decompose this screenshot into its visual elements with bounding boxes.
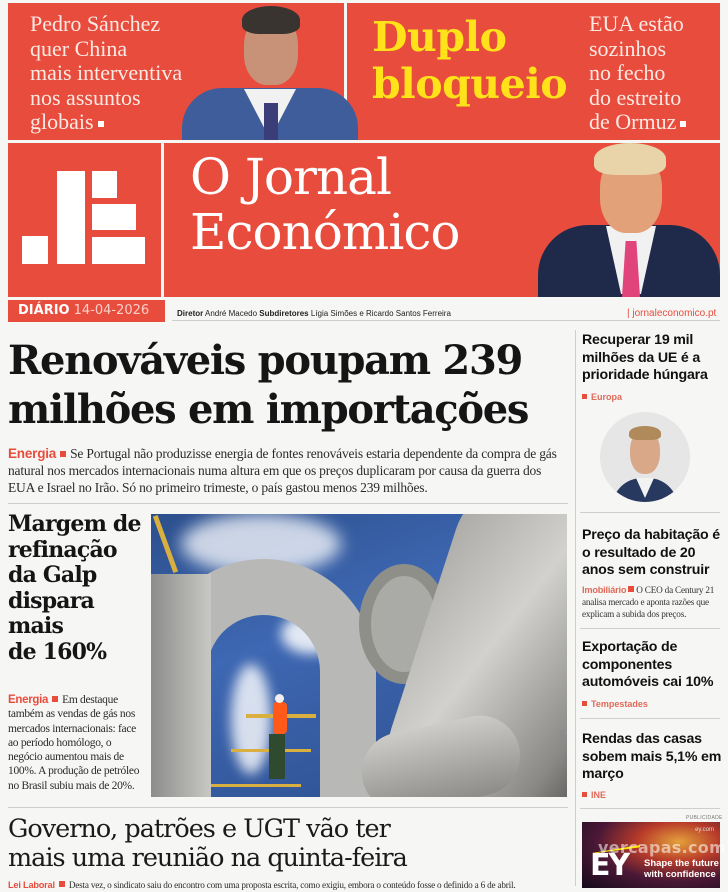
- site-link[interactable]: | jornaleconomico.pt: [627, 308, 717, 319]
- director-label: Diretor: [177, 309, 204, 318]
- subdirectors-label: Subdiretores: [259, 309, 309, 318]
- sidebar-tag-ine[interactable]: [582, 790, 606, 800]
- teaser-line: nos assuntos: [30, 84, 141, 110]
- tag-square-icon: [582, 394, 587, 399]
- divider: [580, 628, 720, 629]
- edition-label: DIÁRIO: [18, 303, 70, 318]
- watermark: vercapas.com: [598, 838, 727, 857]
- divider: [172, 320, 720, 321]
- sidebar-tag-tempestades[interactable]: [582, 699, 648, 709]
- headline-line: da Galp: [8, 562, 97, 589]
- director-name: André Macedo: [205, 309, 258, 318]
- headline-line: refinação: [8, 536, 117, 563]
- avatar-hungary: [600, 412, 690, 502]
- masthead-title-line: Económico: [190, 203, 460, 261]
- headline-line: Renováveis poupam 239: [8, 337, 523, 384]
- tag-square-icon: [582, 701, 587, 706]
- lede-text: O CEO da Century 21 analisa mercado e aponta razões que explicam a subida dos preços.: [582, 585, 715, 619]
- main-lede: [8, 445, 568, 496]
- galp-headline[interactable]: [8, 512, 148, 666]
- headline-line: bloqueio: [372, 60, 568, 108]
- kicker-square-icon: [59, 881, 65, 887]
- section-kicker[interactable]: Imobiliário: [582, 585, 627, 595]
- logo-bar: [57, 171, 85, 264]
- sidebar-headline-europa[interactable]: Recuperar 19 mil milhões da UE é a prioridade húngara: [582, 332, 708, 383]
- sidebar-headline-exportacao[interactable]: Exportação de componentes automóveis cai 10%: [582, 639, 714, 690]
- worker: [273, 702, 287, 734]
- teaser-line: EUA estão: [589, 11, 684, 36]
- teaser-line: sozinhos: [589, 35, 666, 61]
- section-kicker[interactable]: Lei Laboral: [8, 880, 55, 890]
- ey-logo: EY: [590, 848, 629, 883]
- tag-label: Tempestades: [591, 699, 648, 709]
- divider: [580, 512, 720, 513]
- teaser-line: de Ormuz: [589, 109, 677, 134]
- headline-line: milhões em importações: [8, 386, 529, 433]
- main-headline[interactable]: [8, 336, 578, 434]
- teaser-line: mais interventiva: [30, 60, 183, 85]
- end-square-icon: [98, 121, 104, 127]
- teaser-line: quer China: [30, 35, 128, 61]
- headline-duplo-bloqueio[interactable]: [372, 14, 567, 108]
- divider: [580, 718, 720, 719]
- logo-bar: [92, 171, 117, 198]
- labor-lede: [8, 879, 578, 891]
- tag-square-icon: [582, 792, 587, 797]
- headline-line: Duplo: [372, 13, 507, 61]
- headline-line: dispara: [8, 587, 95, 614]
- headline-line: Governo, patrões e UGT vão ter: [8, 814, 390, 844]
- ad-url: ey.com: [695, 827, 714, 833]
- trump-portrait: [538, 143, 720, 297]
- ad-tagline: Shape the future with confidence: [644, 858, 719, 880]
- masthead-logo[interactable]: [8, 143, 161, 297]
- staff-credits: [177, 309, 451, 318]
- tag-label: INE: [591, 790, 607, 800]
- teaser-line: do estreito: [589, 84, 682, 110]
- subdirectors-names: Lígia Simões e Ricardo Santos Ferreira: [310, 309, 451, 318]
- teaser-ormuz[interactable]: [589, 12, 724, 135]
- logo-bar: [22, 236, 48, 264]
- logo-bar: [92, 204, 136, 230]
- sidebar-headline-rendas[interactable]: Rendas das casas sobem mais 5,1% em março: [582, 731, 722, 782]
- kicker-square-icon: [60, 451, 66, 457]
- headline-line: mais uma reunião na quinta-feira: [8, 843, 407, 873]
- headline-line: mais: [8, 613, 64, 640]
- lede-text: Desta vez, o sindicato saiu do encontro com uma proposta escrita, como exigiu, embora o conteúdo fosse o definido a 6 de abril.: [68, 880, 516, 890]
- headline-line: de 160%: [8, 638, 107, 665]
- lede-text: Em destaque também as vendas de gás nos mercados internacionais: face ao período homólogo, o negócio aumentou mais de 100%. A produção de petróleo no Brasil subiu mais de 20%.: [8, 694, 140, 792]
- photo-credit: FOTO: CEDIDA: [560, 729, 566, 765]
- kicker-square-icon: [628, 586, 634, 592]
- ad-label: PUBLICIDADE: [686, 815, 723, 821]
- masthead-title-line: O Jornal: [190, 148, 391, 206]
- kicker-square-icon: [52, 696, 58, 702]
- section-kicker[interactable]: Energia: [8, 694, 49, 706]
- lede-text: Se Portugal não produzisse energia de fontes renováveis estaria dependente da compra de gás natural nos mercados internacionais numa altura em que os preços duplicaram por causa da guerra dos EUA e Israel no Irão. Só no primeiro trimeste, o país gastou menos 239 milhões.: [8, 446, 557, 495]
- masthead-title[interactable]: [190, 150, 459, 260]
- galp-lede: [8, 693, 148, 793]
- teaser-line: no fecho: [589, 60, 666, 85]
- sidebar-tag-europa[interactable]: [582, 392, 622, 402]
- sanchez-portrait: [182, 3, 358, 140]
- column-divider: [575, 330, 576, 886]
- divider: [580, 808, 720, 809]
- logo-bar: [92, 237, 145, 264]
- section-kicker[interactable]: Energia: [8, 446, 57, 461]
- teaser-line: globais: [30, 109, 94, 134]
- headline-line: Margem de: [8, 511, 141, 537]
- pipeline-photo[interactable]: [151, 514, 567, 797]
- teaser-line: Pedro Sánchez: [30, 11, 161, 36]
- tag-label: Europa: [591, 392, 623, 402]
- divider: [8, 503, 568, 504]
- sidebar-lede-habitacao: [582, 584, 722, 620]
- end-square-icon: [680, 121, 686, 127]
- labor-headline[interactable]: [8, 815, 568, 873]
- divider: [8, 807, 568, 808]
- edition-date-badge: [8, 300, 165, 322]
- edition-date: 14-04-2026: [73, 303, 150, 318]
- sidebar-headline-habitacao[interactable]: Preço da habitação é o resultado de 20 anos sem construir: [582, 527, 720, 578]
